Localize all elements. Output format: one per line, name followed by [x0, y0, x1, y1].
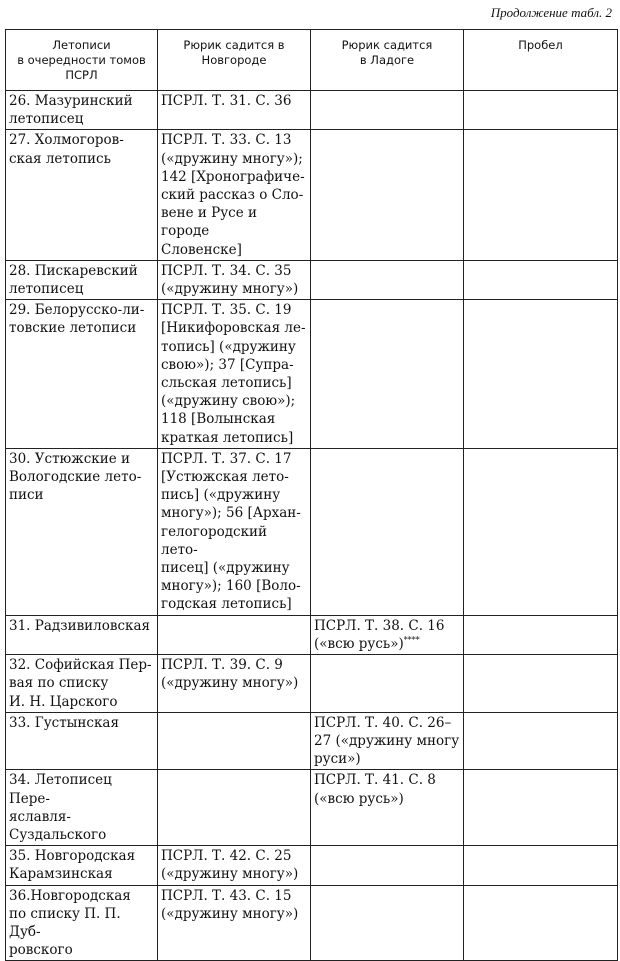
- cell-novgorod: ПСРЛ. Т. 37. С. 17 [Устюжская лето- пись] («дружину многу»); 56 [Архан- гелогородский лето- писец] («дружину многу»); 160 [Воло- годская летопись]: [158, 448, 311, 615]
- cell-gap: [464, 91, 618, 130]
- cell-chronicle: 34. Летописец Пере- яславля-Суздальского: [6, 770, 158, 846]
- cell-ladoga: [311, 846, 464, 885]
- cell-ladoga: [311, 130, 464, 260]
- cell-gap: [464, 655, 618, 713]
- cell-gap: [464, 300, 618, 449]
- table-row: [6, 130, 618, 260]
- cell-novgorod: ПСРЛ. Т. 34. С. 35 («дружину многу»): [158, 260, 311, 299]
- cell-ladoga-text: ПСРЛ. Т. 38. С. 16 («всю русь»): [314, 617, 445, 652]
- table-caption: Продолжение табл. 2: [490, 5, 612, 20]
- cell-ladoga: [311, 260, 464, 299]
- cell-gap: [464, 448, 618, 615]
- cell-chronicle: 35. Новгородская Карамзинская: [6, 846, 158, 885]
- cell-chronicle: 31. Радзивиловская: [6, 615, 158, 654]
- cell-chronicle: 28. Пискаревский летописец: [6, 260, 158, 299]
- table-row: [6, 655, 618, 713]
- chronicles-table: [5, 29, 618, 961]
- cell-ladoga: ПСРЛ. Т. 40. С. 26– 27 («дружину многу руси»): [311, 712, 464, 770]
- table-row: [6, 91, 618, 130]
- header-ladoga: Рюрик садится в Ладоге: [311, 30, 464, 91]
- table-row: [6, 712, 618, 770]
- cell-gap: [464, 615, 618, 654]
- header-chronicles: Летописи в очередности томов ПСРЛ: [6, 30, 158, 91]
- header-gap: Пробел: [464, 30, 618, 91]
- cell-ladoga: [311, 448, 464, 615]
- cell-chronicle: 27. Холмогоров- ская летопись: [6, 130, 158, 260]
- table-row: [6, 770, 618, 846]
- header-novgorod: Рюрик садится в Новгороде: [158, 30, 311, 91]
- cell-novgorod: ПСРЛ. Т. 35. С. 19 [Никифоровская ле- топись] («дружину свою»); 37 [Супра- сльская летопись] («дружину свою»); 118 [Волынская краткая летопись]: [158, 300, 311, 449]
- cell-chronicle: 33. Густынская: [6, 712, 158, 770]
- table-header-row: [6, 30, 618, 91]
- cell-ladoga: [311, 615, 464, 654]
- cell-gap: [464, 260, 618, 299]
- cell-gap: [464, 770, 618, 846]
- cell-gap: [464, 846, 618, 885]
- cell-novgorod: [158, 615, 311, 654]
- cell-novgorod: ПСРЛ. Т. 31. С. 36: [158, 91, 311, 130]
- cell-chronicle: 36.Новгородская по списку П. П. Дуб- ровского: [6, 885, 158, 961]
- table-row: [6, 448, 618, 615]
- cell-gap: [464, 885, 618, 961]
- table-row: [6, 615, 618, 654]
- table-row: [6, 260, 618, 299]
- cell-novgorod: ПСРЛ. Т. 39. С. 9 («дружину многу»): [158, 655, 311, 713]
- cell-gap: [464, 130, 618, 260]
- cell-novgorod: [158, 770, 311, 846]
- cell-chronicle: 32. Софийская Пер- вая по списку И. Н. Царского: [6, 655, 158, 713]
- cell-ladoga: [311, 300, 464, 449]
- cell-ladoga: ПСРЛ. Т. 41. С. 8 («всю русь»): [311, 770, 464, 846]
- footnote-marker: ****: [403, 635, 420, 645]
- cell-gap: [464, 712, 618, 770]
- cell-chronicle: 26. Мазуринский летописец: [6, 91, 158, 130]
- cell-chronicle: 30. Устюжские и Вологодские лето- писи: [6, 448, 158, 615]
- table-row: [6, 885, 618, 961]
- cell-ladoga: [311, 655, 464, 713]
- cell-novgorod: ПСРЛ. Т. 33. С. 13 («дружину многу»); 142 [Хронографиче- ский рассказ о Сло- вене и Русе и городе Словенске]: [158, 130, 311, 260]
- table-row: [6, 846, 618, 885]
- table-row: [6, 300, 618, 449]
- cell-ladoga: [311, 885, 464, 961]
- cell-ladoga: [311, 91, 464, 130]
- cell-novgorod: ПСРЛ. Т. 43. С. 15 («дружину многу»): [158, 885, 311, 961]
- cell-novgorod: [158, 712, 311, 770]
- cell-chronicle: 29. Белорусско-ли- товские летописи: [6, 300, 158, 449]
- cell-novgorod: ПСРЛ. Т. 42. С. 25 («дружину многу»): [158, 846, 311, 885]
